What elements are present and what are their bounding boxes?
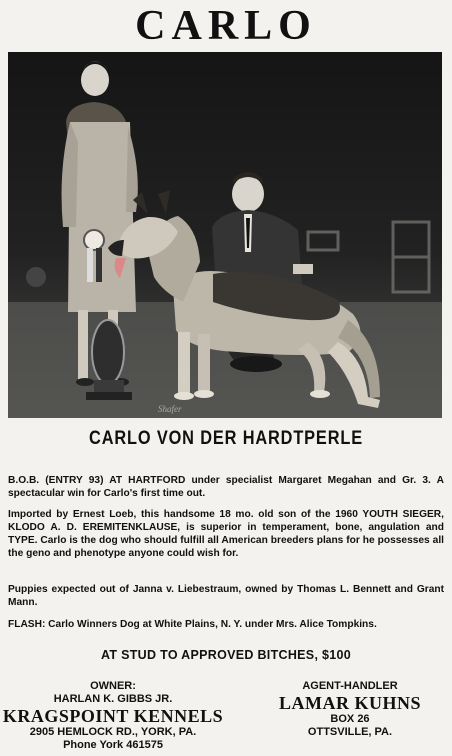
paragraph-imported: Imported by Ernest Loeb, this handsome 18 mo. old son of the 1960 YOUTH SIEGER, KLODO A. D. EREMITENKLAUSE, is superior in temperament, bone, angulation and TYPE. Carlo is the dog who should fulfill all American breeders plans for he possesses all the geno and phenotype anyone could wish for. xyxy=(8,509,444,559)
owner-address: 2905 HEMLOCK RD., YORK, PA. xyxy=(29,726,197,738)
agent-name: LAMAR KUHNS xyxy=(278,693,421,713)
paragraph-puppies: Puppies expected out of Janna v. Liebestraum, owned by Thomas L. Bennett and Grant Mann. xyxy=(8,584,444,608)
show-photo xyxy=(8,52,442,418)
paragraph-flash: FLASH: Carlo Winners Dog at White Plains, N. Y. under Mrs. Alice Tompkins. xyxy=(8,619,377,630)
owner-heading: OWNER: xyxy=(90,680,136,692)
owner-phone: Phone York 461575 xyxy=(63,739,163,751)
kennel-name: KRAGSPOINT KENNELS xyxy=(2,706,224,726)
page-title: CARLO xyxy=(135,3,317,49)
agent-block xyxy=(250,680,450,739)
photo-illustration xyxy=(8,52,442,418)
photographer-signature: Shafer xyxy=(158,404,182,414)
owner-person: HARLAN K. GIBBS JR. xyxy=(53,693,173,705)
agent-heading: AGENT-HANDLER xyxy=(302,680,398,692)
agent-city: OTTSVILLE, PA. xyxy=(307,726,393,738)
stud-fee: AT STUD TO APPROVED BITCHES, $100 xyxy=(101,648,351,662)
paragraph-bob: B.O.B. (ENTRY 93) AT HARTFORD under specialist Margaret Megahan and Gr. 3. A spectacular win for Carlo's first time out. xyxy=(8,475,444,499)
owner-block xyxy=(0,680,226,752)
dog-name-heading: CARLO VON DER HARDTPERLE xyxy=(89,428,363,449)
agent-box: BOX 26 xyxy=(330,713,370,725)
